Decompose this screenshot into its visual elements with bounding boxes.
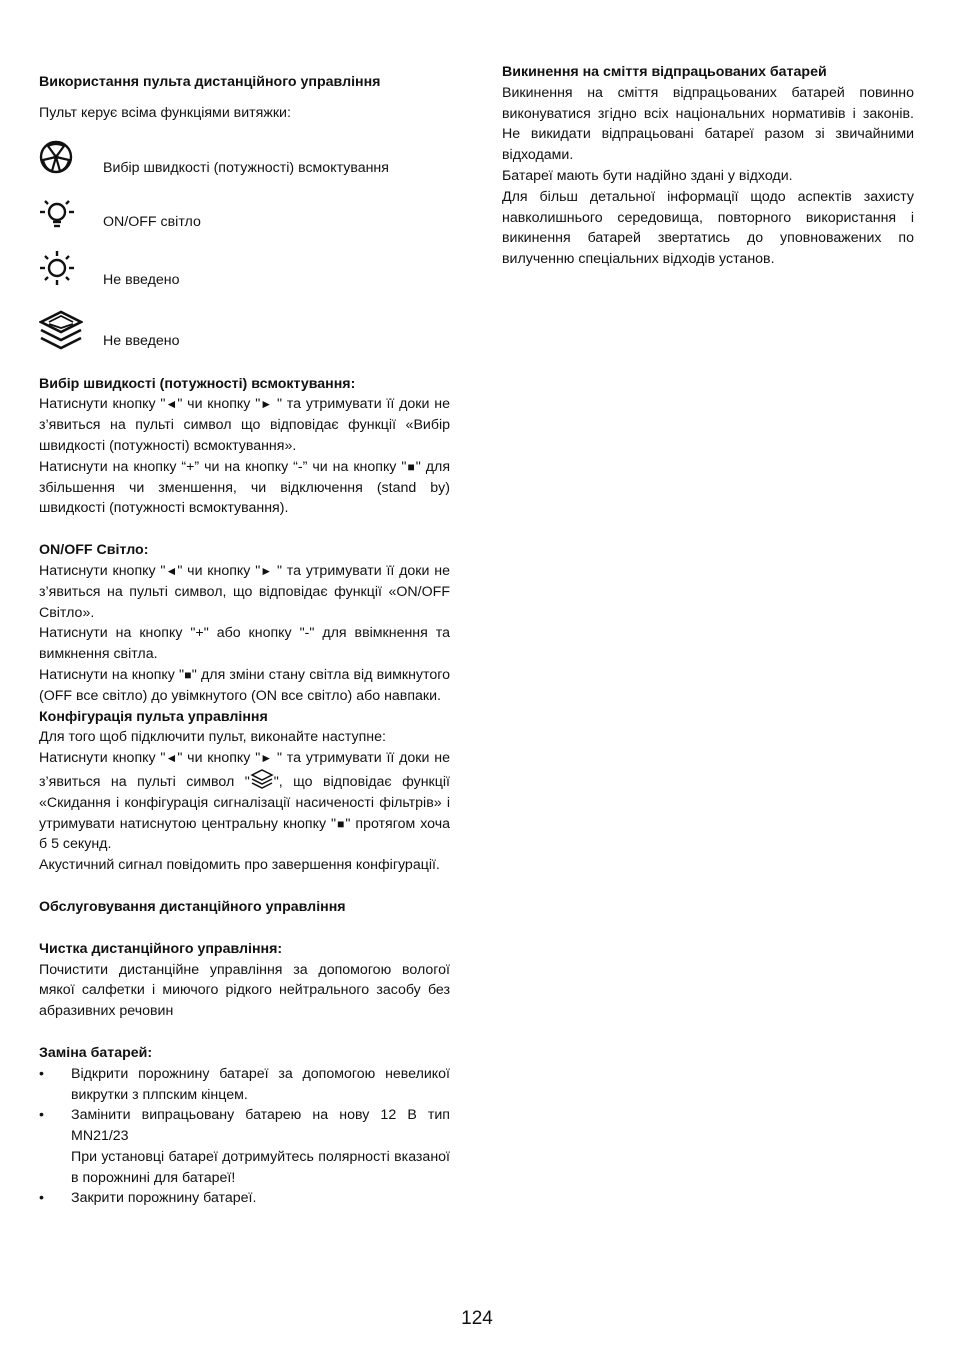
filter-layers-icon <box>39 310 83 350</box>
battery-disposal-heading: Викинення на сміття відпрацьованих батарей <box>502 64 827 80</box>
speed-paragraph-1: Натиснути кнопку "◄" чи кнопку "► " та утримувати її доки не з’явиться на пульті символ що відповідає функції «Вибір швидкості (потужності) всмоктування». <box>39 396 450 454</box>
stop-symbol: ■ <box>336 816 346 831</box>
left-arrow-symbol: ◄ <box>165 751 178 766</box>
page-number: 124 <box>461 1308 493 1329</box>
right-arrow-symbol: ► <box>260 563 273 578</box>
cleaning-paragraph: Почистити дистанційне управління за допомогою вологої мякої салфетки і миючого рідкого нейтрального засобу без абразивних речовин <box>39 961 450 1020</box>
right-arrow-symbol: ► <box>260 751 273 766</box>
config-heading: Конфігурація пульта управління <box>39 708 268 725</box>
disposal-paragraph-2: Батареї мають бути надійно здані у відходи. <box>502 167 793 184</box>
light-paragraph-1: Натиснути кнопку "◄" чи кнопку "► " та утримувати її доки не з’явиться на пульті символ, що відповідає функції «ON/OFF Світло». <box>39 562 450 621</box>
disposal-paragraph-3: Для більш детальної інформації щодо аспектів захисту навколишнього середовища, повторного використання і викинення батарей звертатись до уповноважених по вилученню спеціальних відходів установ. <box>502 188 914 268</box>
right-column <box>502 62 914 270</box>
config-paragraph-3: Акустичний сигнал повідомить про завершення конфігурації. <box>39 857 440 874</box>
config-paragraph-2: Натиснути кнопку "◄" чи кнопку "► " та утримувати її доки не з’явиться на пульті символ " ", що відповідає функції «Скидання і конфігурація сигналізації насиченості фільтрів» і утримувати натиснутою центральну кнопку "■" протягом хоча б 5 секунд. <box>39 750 450 853</box>
icon-label-sun: Не введено <box>103 271 180 288</box>
icon-label-speed: Вибір швидкості (потужності) всмоктування <box>103 159 389 176</box>
stop-symbol: ■ <box>184 667 192 682</box>
stop-symbol: ■ <box>406 459 416 474</box>
light-paragraph-3: Натиснути на кнопку "■" для зміни стану світла від вимкнутого (OFF все світло) до увімкнутого (ON все світло) або навпаки. <box>39 666 450 704</box>
icon-row-speed <box>39 140 450 198</box>
speed-paragraph-2: Натиснути на кнопку “+” чи на кнопку “-” чи на кнопку "■" для збільшення чи зменшення, чи відключення (stand by) швидкості (потужності всмоктування). <box>39 458 451 517</box>
light-heading: ON/OFF Світло: <box>39 542 149 559</box>
battery-polarity-note: При установці батареї дотримуйтесь полярності вказаної в порожнині для батареї! <box>71 1148 450 1186</box>
remote-use-heading: Використання пульта дистанційного управління <box>39 74 381 90</box>
icon-label-filter: Не введено <box>103 332 180 349</box>
filter-layers-icon <box>250 769 274 789</box>
list-item: • Закрити порожнину батареї. <box>39 1190 257 1207</box>
right-arrow-symbol: ► <box>260 397 273 412</box>
icon-row-light <box>39 198 450 250</box>
maintenance-heading: Обслуговування дистанційного управління <box>39 898 346 915</box>
battery-steps-list <box>39 1064 450 1210</box>
remote-intro: Пульт керує всіма функціями витяжки: <box>39 104 291 121</box>
cleaning-heading: Чистка дистанційного управління: <box>39 940 283 957</box>
list-item: • Замінити випрацьовану батарею на нову 12 В тип MN21/23 При установці батареї дотримуйтесь полярності вказаної в порожнині для батареї! <box>39 1107 450 1186</box>
battery-heading: Заміна батарей: <box>39 1044 153 1061</box>
left-column <box>39 62 450 1209</box>
icon-row-filter <box>39 310 450 374</box>
disposal-paragraph-1: Викинення на сміття відпрацьованих батарей повинно виконуватися згідно всіх національних нормативів і законів. Не викидати відпрацьовані батареї разом зі звичайними відходами. <box>502 84 914 164</box>
speed-heading: Вибір швидкості (потужності) всмоктування: <box>39 375 356 392</box>
icon-label-light: ON/OFF світло <box>103 213 201 230</box>
left-arrow-symbol: ◄ <box>165 563 178 578</box>
left-arrow-symbol: ◄ <box>165 397 178 412</box>
light-icon <box>39 198 75 232</box>
list-item: • Відкрити порожнину батареї за допомогою невеликої викрутки з плпским кінцем. <box>39 1065 450 1103</box>
config-paragraph-1: Для того щоб підключити пульт, виконайте наступне: <box>39 729 386 746</box>
fan-icon <box>39 140 75 176</box>
sun-icon <box>39 250 75 286</box>
icon-row-sun <box>39 250 450 310</box>
light-paragraph-2: Натиснути на кнопку "+" або кнопку "-" для ввімкнення та вимкнення світла. <box>39 625 450 663</box>
